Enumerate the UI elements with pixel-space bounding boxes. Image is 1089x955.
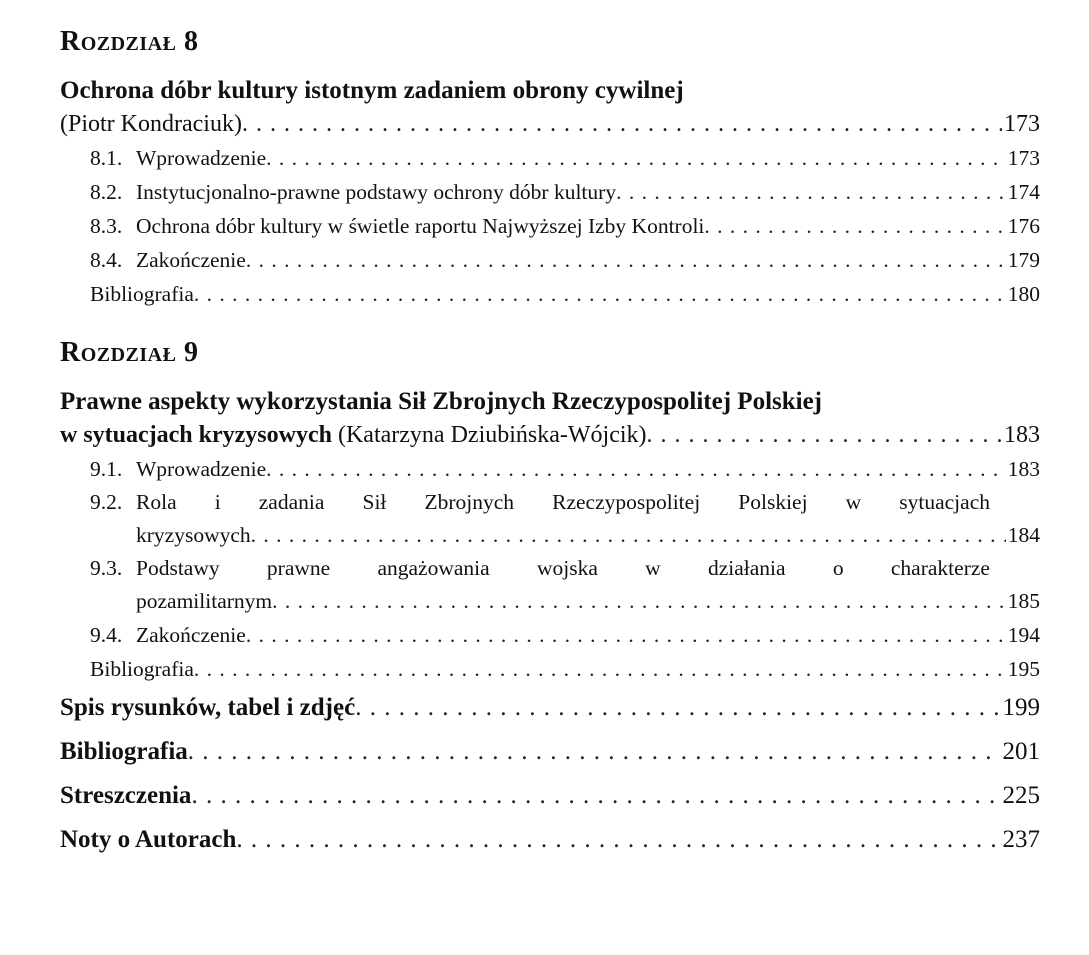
dot-leader xyxy=(242,108,1002,141)
dot-leader xyxy=(355,686,1000,730)
section-title: Wprowadzenie xyxy=(136,457,267,481)
toc-entry-8-2[interactable] xyxy=(60,175,1040,209)
toc-entry-9-4[interactable] xyxy=(60,618,1040,652)
dot-leader xyxy=(266,452,1006,486)
dot-leader xyxy=(251,518,1006,552)
toc-entry-9-1[interactable] xyxy=(60,452,1040,486)
page-number: 174 xyxy=(1007,180,1040,204)
chapter-9-label: Rozdział 9 xyxy=(60,337,199,368)
dot-leader xyxy=(704,209,1005,243)
page-number: 237 xyxy=(1002,826,1040,853)
section-title: Bibliografia xyxy=(90,657,194,681)
chapter-8-author: (Piotr Kondraciuk) xyxy=(60,111,242,137)
section-title-word: Zbrojnych xyxy=(424,490,515,514)
section-title-word: Podstawy xyxy=(136,556,220,580)
dot-leader xyxy=(616,175,1006,209)
dot-leader xyxy=(188,730,1001,774)
chapter-8-author-line[interactable] xyxy=(60,108,1040,141)
toc-entry-9-2[interactable] xyxy=(60,486,1040,552)
toc-entry-9-bibliography[interactable] xyxy=(60,652,1040,686)
section-title-word: charakterze xyxy=(890,556,990,580)
table-of-contents xyxy=(60,22,1040,862)
section-number: 8.1. xyxy=(90,146,123,170)
toc-entry-abstracts[interactable] xyxy=(60,774,1040,818)
dot-leader xyxy=(246,243,1006,277)
section-title-word: Polskiej xyxy=(738,490,808,514)
backmatter-title: Bibliografia xyxy=(60,738,188,765)
chapter-8-label: Rozdział 8 xyxy=(60,26,199,57)
section-title: Bibliografia xyxy=(90,282,194,306)
page-number: 183 xyxy=(1007,457,1040,481)
dot-leader xyxy=(194,652,1006,686)
backmatter-title: Streszczenia xyxy=(60,782,192,809)
page-number: 176 xyxy=(1007,214,1040,238)
section-title: Instytucjonalno-prawne podstawy ochrony dóbr kultury xyxy=(136,180,617,204)
page-number: 195 xyxy=(1007,657,1040,681)
toc-entry-8-bibliography[interactable] xyxy=(60,277,1040,311)
page-number: 194 xyxy=(1007,623,1040,647)
chapter-9-author-line[interactable] xyxy=(60,419,1040,452)
chapter-9-title: Prawne aspekty wykorzystania Sił Zbrojnych Rzeczypospolitej Polskiej xyxy=(60,388,823,415)
toc-entry-author-notes[interactable] xyxy=(60,818,1040,862)
page-number: 199 xyxy=(1002,694,1040,721)
section-number: 8.4. xyxy=(90,248,123,272)
dot-leader xyxy=(647,419,1002,452)
dot-leader xyxy=(266,141,1006,175)
section-number: 9.2. xyxy=(90,490,123,514)
chapter-9-author: (Katarzyna Dziubińska-Wójcik) xyxy=(337,422,647,448)
dot-leader xyxy=(236,818,1000,862)
section-title: Zakończenie xyxy=(136,248,246,272)
chapter-8-title: Ochrona dóbr kultury istotnym zadaniem obrony cywilnej xyxy=(60,77,684,104)
page-number: 183 xyxy=(1004,422,1040,448)
section-number: 9.1. xyxy=(90,457,123,481)
page-number: 173 xyxy=(1007,146,1040,170)
dot-leader xyxy=(246,618,1006,652)
toc-entry-8-1[interactable] xyxy=(60,141,1040,175)
section-title-word: w xyxy=(845,490,862,514)
backmatter-title: Noty o Autorach xyxy=(60,826,237,853)
section-title-cont: kryzysowych xyxy=(136,523,251,547)
page-number: 180 xyxy=(1007,282,1040,306)
section-title-word: sytuacjach xyxy=(899,490,990,514)
toc-entry-figures-list[interactable] xyxy=(60,686,1040,730)
section-title-word: wojska xyxy=(536,556,598,580)
dot-leader xyxy=(272,584,1006,618)
toc-entry-8-3[interactable] xyxy=(60,209,1040,243)
section-title-word: zadania xyxy=(258,490,325,514)
section-title: Zakończenie xyxy=(136,623,246,647)
page-number: 185 xyxy=(1007,589,1040,613)
section-title-word: działania xyxy=(707,556,786,580)
toc-entry-9-3[interactable] xyxy=(60,552,1040,618)
section-number: 9.3. xyxy=(90,556,123,580)
toc-entry-8-4[interactable] xyxy=(60,243,1040,277)
section-number: 9.4. xyxy=(90,623,123,647)
page-number: 225 xyxy=(1002,782,1040,809)
section-title-word: prawne xyxy=(266,556,331,580)
section-title-word: Rzeczypospolitej xyxy=(552,490,701,514)
section-title-word: Sił xyxy=(362,490,387,514)
section-title-word: w xyxy=(645,556,661,580)
section-title-word: angażowania xyxy=(377,556,490,580)
page-number: 184 xyxy=(1007,523,1040,547)
section-title-word: Rola xyxy=(136,490,177,514)
dot-leader xyxy=(191,774,1000,818)
chapter-9-title-cont: w sytuacjach kryzysowych xyxy=(60,422,332,448)
section-title-word: o xyxy=(832,556,844,580)
section-title: Ochrona dóbr kultury w świetle raportu Najwyższej Izby Kontroli xyxy=(136,214,705,238)
page-number: 179 xyxy=(1007,248,1040,272)
toc-entry-bibliography[interactable] xyxy=(60,730,1040,774)
section-title-word: i xyxy=(214,490,221,514)
dot-leader xyxy=(194,277,1006,311)
section-number: 8.2. xyxy=(90,180,123,204)
page-number: 173 xyxy=(1004,111,1040,137)
section-number: 8.3. xyxy=(90,214,123,238)
page-number: 201 xyxy=(1002,738,1040,765)
backmatter-title: Spis rysunków, tabel i zdjęć xyxy=(60,694,356,721)
section-title: Wprowadzenie xyxy=(136,146,267,170)
section-title-cont: pozamilitarnym xyxy=(136,589,273,613)
